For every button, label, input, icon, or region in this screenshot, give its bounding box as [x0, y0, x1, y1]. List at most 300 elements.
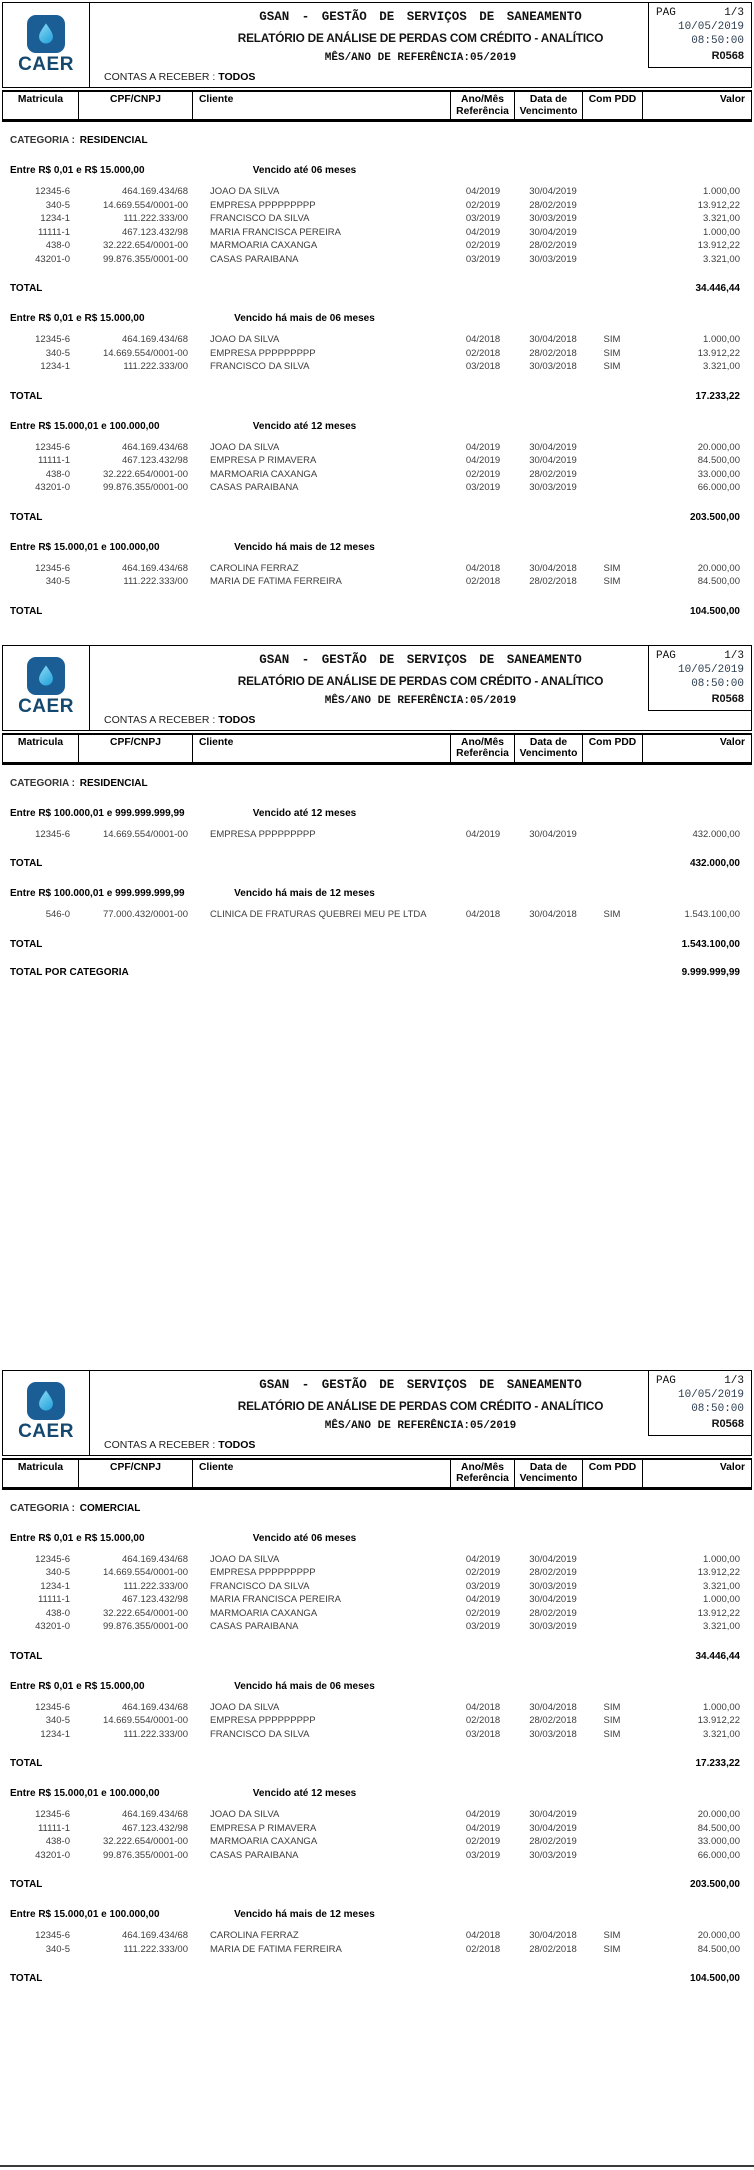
group-total-label: TOTAL: [10, 858, 43, 869]
column-header-ano-mes-referencia: Ano/Mês Referência: [451, 1460, 515, 1487]
cell-cpf-cnpj: 99.876.355/0001-00: [102, 482, 188, 493]
cell-cpf-cnpj: 32.222.654/0001-00: [102, 468, 188, 480]
table-row: [2, 1822, 752, 1836]
caer-logo-text: CAER: [18, 53, 74, 75]
contas-value: TODOS: [218, 1438, 256, 1451]
contas-a-receber-line: [104, 1439, 255, 1451]
cell-valor: 3.321,00: [703, 253, 740, 265]
cell-com-pdd: [590, 454, 634, 468]
cell-matricula: 43201-0: [35, 1849, 70, 1861]
table-row: [2, 441, 752, 455]
table-row: [2, 212, 752, 226]
column-header-cliente: Cliente: [193, 1460, 451, 1487]
cell-valor: 13.912,22: [697, 240, 740, 251]
contas-label: CONTAS A RECEBER :: [104, 713, 216, 726]
cell-matricula: 12345-6: [35, 562, 70, 574]
group-total-label: TOTAL: [10, 1973, 43, 1984]
cell-cliente: EMPRESA PPPPPPPPP: [210, 199, 316, 211]
cell-matricula: 12345-6: [35, 828, 70, 840]
column-header-ano-mes-referencia: Ano/Mês Referência: [451, 735, 515, 762]
cell-data-vencimento: 30/04/2019: [529, 828, 577, 840]
value-range-group: [2, 1788, 752, 1890]
cell-valor: 3.321,00: [703, 361, 740, 372]
cell-com-pdd: [590, 1808, 634, 1822]
group-total-label: TOTAL: [10, 511, 43, 523]
category-total-value: 9.999.999,99: [681, 966, 740, 978]
aging-label: Vencido até 06 meses: [252, 1532, 357, 1544]
cell-cliente: JOAO DA SILVA: [210, 1809, 280, 1820]
cell-cpf-cnpj: 464.169.434/68: [121, 334, 188, 345]
contas-a-receber-line: [104, 714, 255, 726]
cell-com-pdd: [590, 1822, 634, 1836]
group-rows: [2, 562, 752, 589]
value-range-label: Entre R$ 15.000,01 e 100.000,00: [10, 541, 160, 553]
cell-com-pdd: SIM: [603, 562, 621, 574]
cell-valor: 13.912,22: [697, 1715, 740, 1726]
cell-cliente: EMPRESA PPPPPPPPP: [210, 1567, 316, 1578]
page-number-line: [656, 650, 744, 662]
value-range-label: Entre R$ 0,01 e R$ 15.000,00: [10, 1532, 145, 1544]
cell-valor: 13.912,22: [697, 347, 740, 359]
value-range-group: [2, 1533, 752, 1662]
group-total-label: TOTAL: [10, 938, 43, 950]
cell-matricula: 438-0: [45, 240, 70, 251]
groups-container: [2, 1533, 752, 1985]
value-range-label: Entre R$ 100.000,01 e 999.999.999,99: [10, 888, 185, 899]
group-rows: [2, 1808, 752, 1862]
cell-cliente: FRANCISCO DA SILVA: [210, 361, 310, 372]
cell-ano-mes-referencia: 04/2019: [465, 1809, 501, 1820]
group-total-line: [2, 1758, 752, 1769]
cell-com-pdd: [590, 185, 634, 199]
cell-valor: 33.000,00: [697, 468, 740, 480]
value-range-label: Entre R$ 15.000,01 e 100.000,00: [10, 420, 160, 432]
group-total-line: [2, 283, 752, 294]
page-header: [2, 1370, 752, 1456]
cell-cpf-cnpj: 14.669.554/0001-00: [102, 1715, 188, 1726]
cell-cpf-cnpj: 14.669.554/0001-00: [102, 347, 188, 359]
cell-cpf-cnpj: 464.169.434/68: [121, 1553, 188, 1565]
value-range-label: Entre R$ 0,01 e R$ 15.000,00: [10, 313, 145, 324]
cell-ano-mes-referencia: 04/2018: [465, 909, 501, 920]
cell-cpf-cnpj: 467.123.432/98: [121, 1822, 188, 1834]
cell-ano-mes-referencia: 03/2019: [465, 213, 501, 224]
page-header: [2, 2, 752, 88]
cell-cliente: EMPRESA P RIMAVERA: [210, 455, 317, 466]
cell-data-vencimento: 30/03/2019: [529, 1621, 577, 1632]
cell-data-vencimento: 30/03/2019: [529, 253, 577, 265]
cell-data-vencimento: 28/02/2019: [529, 1836, 577, 1847]
cell-com-pdd: [590, 441, 634, 455]
category-value: RESIDENCIAL: [79, 135, 148, 146]
cell-data-vencimento: 28/02/2019: [529, 199, 577, 211]
group-header: [2, 542, 752, 555]
pag-value: 1/3: [724, 649, 744, 662]
aging-label: Vencido até 06 meses: [252, 165, 357, 176]
cell-valor: 3.321,00: [703, 213, 740, 224]
value-range-label: Entre R$ 100.000,01 e 999.999.999,99: [10, 807, 185, 819]
cell-cpf-cnpj: 464.169.434/68: [121, 186, 188, 197]
caer-logo: [3, 3, 90, 87]
cell-com-pdd: SIM: [603, 1930, 621, 1941]
cell-com-pdd: [590, 1580, 634, 1594]
contas-label: CONTAS A RECEBER :: [104, 71, 216, 83]
cell-matricula: 11111-1: [37, 1822, 70, 1834]
cell-cpf-cnpj: 464.169.434/68: [121, 562, 188, 574]
cell-matricula: 438-0: [45, 1607, 70, 1619]
cell-data-vencimento: 30/03/2019: [529, 213, 577, 224]
table-row: [2, 1566, 752, 1580]
table-row: [2, 347, 752, 361]
cell-matricula: 11111-1: [37, 455, 70, 466]
group-total-line: [2, 939, 752, 950]
cell-valor: 20.000,00: [697, 1809, 740, 1820]
cell-valor: 432.000,00: [692, 828, 740, 840]
category-line: [10, 1503, 752, 1514]
cell-matricula: 43201-0: [35, 253, 70, 265]
cell-cpf-cnpj: 32.222.654/0001-00: [102, 1607, 188, 1619]
value-range-group: [2, 1909, 752, 1984]
column-header-ano-mes-referencia: Ano/Mês Referência: [451, 92, 515, 119]
cell-data-vencimento: 30/04/2018: [529, 1930, 577, 1941]
cell-ano-mes-referencia: 02/2018: [465, 1715, 501, 1726]
cell-matricula: 12345-6: [35, 441, 70, 453]
group-total-value: 432.000,00: [689, 858, 740, 869]
cell-ano-mes-referencia: 04/2019: [465, 1822, 501, 1834]
group-total-label: TOTAL: [10, 390, 43, 402]
cell-com-pdd: SIM: [603, 334, 621, 345]
page-info-box: [648, 645, 752, 711]
cell-cliente: MARMOARIA CAXANGA: [210, 1607, 318, 1619]
cell-matricula: 1234-1: [40, 213, 70, 224]
cell-cpf-cnpj: 111.222.333/00: [123, 1943, 188, 1955]
table-header-row: [2, 1458, 752, 1490]
value-range-label: Entre R$ 15.000,01 e 100.000,00: [10, 1909, 160, 1920]
cell-cpf-cnpj: 467.123.432/98: [121, 455, 188, 466]
cell-valor: 1.000,00: [703, 334, 740, 345]
value-range-label: Entre R$ 15.000,01 e 100.000,00: [10, 1788, 160, 1799]
table-row: [2, 1808, 752, 1822]
cell-com-pdd: [590, 1566, 634, 1580]
cell-ano-mes-referencia: 04/2019: [465, 226, 501, 238]
cell-ano-mes-referencia: 04/2019: [465, 186, 501, 197]
caer-logo-badge: [27, 1382, 65, 1420]
cell-cliente: EMPRESA PPPPPPPPP: [210, 828, 316, 840]
group-header: [2, 1909, 752, 1922]
cell-ano-mes-referencia: 03/2019: [465, 1621, 501, 1632]
cell-data-vencimento: 28/02/2019: [529, 1567, 577, 1578]
cell-valor: 20.000,00: [697, 441, 740, 453]
cell-matricula: 340-5: [45, 199, 70, 211]
cell-com-pdd: SIM: [603, 909, 621, 920]
cell-data-vencimento: 28/02/2018: [529, 1715, 577, 1726]
cell-ano-mes-referencia: 04/2018: [465, 1930, 501, 1941]
cell-com-pdd: SIM: [603, 1728, 621, 1740]
cell-cpf-cnpj: 32.222.654/0001-00: [102, 240, 188, 251]
cell-matricula: 12345-6: [35, 1809, 70, 1820]
report-reference: MÊS/ANO DE REFERÊNCIA:05/2019: [324, 52, 517, 64]
aging-label: Vencido há mais de 06 meses: [234, 313, 375, 324]
cell-com-pdd: SIM: [603, 361, 621, 372]
cell-valor: 84.500,00: [697, 576, 740, 587]
table-row: [2, 468, 752, 482]
groups-container: [2, 165, 752, 617]
cell-valor: 20.000,00: [697, 562, 740, 574]
value-range-group: [2, 165, 752, 294]
cell-data-vencimento: 30/04/2019: [529, 1553, 577, 1565]
cell-matricula: 12345-6: [35, 334, 70, 345]
table-header-row: [2, 90, 752, 122]
cell-matricula: 340-5: [45, 347, 70, 359]
table-row: [2, 481, 752, 495]
cell-ano-mes-referencia: 02/2019: [465, 1567, 501, 1578]
group-total-line: [2, 858, 752, 869]
report-subtitle: RELATÓRIO DE ANÁLISE DE PERDAS COM CRÉDITO - ANALÍTICO: [237, 31, 604, 45]
cell-ano-mes-referencia: 02/2019: [465, 240, 501, 251]
cell-data-vencimento: 30/03/2019: [529, 1580, 577, 1592]
cell-valor: 1.000,00: [703, 1594, 740, 1605]
cell-valor: 1.000,00: [703, 1701, 740, 1713]
table-row: [2, 1580, 752, 1594]
cell-data-vencimento: 30/04/2019: [529, 186, 577, 197]
cell-valor: 1.000,00: [703, 186, 740, 197]
aging-label: Vencido até 12 meses: [252, 1788, 357, 1799]
group-header: [2, 313, 752, 326]
cell-data-vencimento: 30/04/2018: [529, 909, 577, 920]
cell-com-pdd: [590, 1849, 634, 1863]
cell-cliente: CAROLINA FERRAZ: [210, 562, 299, 574]
group-total-line: [2, 512, 752, 523]
cell-valor: 20.000,00: [697, 1930, 740, 1941]
group-total-line: [2, 1879, 752, 1890]
table-row: [2, 199, 752, 213]
cell-cpf-cnpj: 14.669.554/0001-00: [102, 1567, 188, 1578]
value-range-group: [2, 313, 752, 402]
cell-valor: 3.321,00: [703, 1728, 740, 1740]
caer-logo-badge: [27, 15, 65, 53]
cell-cliente: JOAO DA SILVA: [210, 334, 280, 345]
cell-com-pdd: [590, 239, 634, 253]
cell-ano-mes-referencia: 04/2019: [465, 1594, 501, 1605]
cell-com-pdd: [590, 1835, 634, 1849]
cell-matricula: 340-5: [45, 576, 70, 587]
cell-ano-mes-referencia: 03/2019: [465, 1849, 501, 1861]
cell-cliente: JOAO DA SILVA: [210, 1553, 280, 1565]
group-total-value: 17.233,22: [695, 1758, 740, 1769]
cell-valor: 13.912,22: [697, 1567, 740, 1578]
group-header: [2, 888, 752, 901]
cell-cpf-cnpj: 77.000.432/0001-00: [102, 909, 188, 920]
group-rows: [2, 333, 752, 374]
cell-matricula: 438-0: [45, 1836, 70, 1847]
category-total-line: [2, 967, 752, 978]
table-row: [2, 185, 752, 199]
cell-data-vencimento: 30/04/2018: [529, 562, 577, 574]
group-total-value: 34.446,44: [695, 283, 740, 294]
value-range-group: [2, 1681, 752, 1770]
cell-matricula: 1234-1: [40, 1728, 70, 1740]
pag-label: PAG: [656, 1374, 676, 1387]
table-row: [2, 1849, 752, 1863]
value-range-group: [2, 808, 752, 870]
page-number-line: [656, 1375, 744, 1387]
cell-valor: 13.912,22: [697, 1607, 740, 1619]
groups-container: [2, 808, 752, 950]
report-title: GSAN - GESTÃO DE SERVIÇOS DE SANEAMENTO: [259, 10, 582, 24]
table-row: [2, 333, 752, 347]
cell-valor: 3.321,00: [703, 1580, 740, 1592]
group-rows: [2, 908, 752, 922]
table-header-row: [2, 733, 752, 765]
next-page-edge: [0, 2165, 754, 2167]
aging-label: Vencido até 12 meses: [252, 807, 357, 819]
report-title: GSAN - GESTÃO DE SERVIÇOS DE SANEAMENTO: [259, 1377, 582, 1392]
cell-ano-mes-referencia: 04/2018: [465, 334, 501, 345]
group-total-line: [2, 1973, 752, 1984]
cell-cliente: CLINICA DE FRATURAS QUEBREI MEU PE LTDA: [210, 909, 427, 920]
cell-cliente: JOAO DA SILVA: [210, 1701, 280, 1713]
aging-label: Vencido há mais de 06 meses: [234, 1680, 375, 1692]
cell-cliente: MARMOARIA CAXANGA: [210, 468, 318, 480]
cell-ano-mes-referencia: 04/2019: [465, 455, 501, 466]
cell-com-pdd: [590, 468, 634, 482]
cell-ano-mes-referencia: 02/2019: [465, 1607, 501, 1619]
column-header-valor: Valor: [719, 94, 745, 105]
cell-cliente: JOAO DA SILVA: [210, 441, 280, 453]
cell-valor: 66.000,00: [697, 482, 740, 493]
cell-valor: 3.321,00: [703, 1621, 740, 1632]
cell-ano-mes-referencia: 04/2018: [465, 1701, 501, 1713]
cell-cpf-cnpj: 111.222.333/00: [123, 576, 188, 587]
report-time: 08:50:00: [691, 1402, 744, 1415]
cell-com-pdd: [590, 481, 634, 495]
column-header-cpf-cnpj: CPF/CNPJ: [79, 1460, 193, 1487]
cell-data-vencimento: 30/03/2018: [529, 1728, 577, 1740]
cell-matricula: 12345-6: [35, 1701, 70, 1713]
cell-ano-mes-referencia: 03/2019: [465, 253, 501, 265]
group-total-value: 104.500,00: [689, 605, 740, 617]
cell-ano-mes-referencia: 04/2019: [465, 828, 501, 840]
cell-ano-mes-referencia: 04/2019: [465, 441, 501, 453]
cell-com-pdd: [590, 199, 634, 213]
water-drop-icon: [33, 21, 59, 47]
report-subtitle: RELATÓRIO DE ANÁLISE DE PERDAS COM CRÉDITO - ANALÍTICO: [237, 1398, 604, 1413]
cell-data-vencimento: 30/04/2019: [529, 1594, 577, 1605]
group-total-line: [2, 606, 752, 617]
cell-cpf-cnpj: 111.222.333/00: [123, 1580, 188, 1592]
group-header: [2, 165, 752, 178]
cell-cliente: FRANCISCO DA SILVA: [210, 1580, 310, 1592]
cell-valor: 84.500,00: [697, 1943, 740, 1955]
group-rows: [2, 185, 752, 266]
pag-value: 1/3: [724, 1374, 744, 1387]
cell-com-pdd: [590, 1593, 634, 1607]
group-total-label: TOTAL: [10, 283, 43, 294]
report-date: 10/05/2019: [677, 1388, 744, 1401]
cell-matricula: 43201-0: [35, 482, 70, 493]
column-header-cpf-cnpj: CPF/CNPJ: [79, 92, 193, 119]
report-page: [2, 645, 752, 978]
column-header-data-de-vencimento: Data de Vencimento: [515, 1460, 583, 1487]
cell-cpf-cnpj: 464.169.434/68: [121, 1701, 188, 1713]
table-row: [2, 360, 752, 374]
cell-cpf-cnpj: 111.222.333/00: [123, 213, 188, 224]
category-line: [10, 135, 752, 146]
cell-data-vencimento: 30/03/2019: [529, 1849, 577, 1861]
cell-matricula: 43201-0: [35, 1621, 70, 1632]
cell-ano-mes-referencia: 02/2019: [465, 468, 501, 480]
value-range-group: [2, 888, 752, 950]
group-total-label: TOTAL: [10, 1758, 43, 1769]
cell-data-vencimento: 30/04/2019: [529, 1809, 577, 1820]
cell-cliente: MARIA FRANCISCA PEREIRA: [210, 1594, 341, 1605]
group-header: [2, 1681, 752, 1694]
cell-ano-mes-referencia: 04/2019: [465, 1553, 501, 1565]
cell-data-vencimento: 30/04/2019: [529, 1822, 577, 1834]
cell-data-vencimento: 28/02/2018: [529, 576, 577, 587]
table-row: [2, 1943, 752, 1957]
category-label: CATEGORIA :: [10, 777, 75, 789]
cell-data-vencimento: 30/04/2019: [529, 455, 577, 466]
group-total-label: TOTAL: [10, 1650, 43, 1662]
value-range-group: [2, 421, 752, 523]
column-header-matricula: Matricula: [3, 735, 79, 762]
cell-ano-mes-referencia: 03/2019: [465, 482, 501, 493]
cell-cliente: MARMOARIA CAXANGA: [210, 240, 318, 251]
caer-logo: [3, 646, 90, 730]
contas-a-receber-line: [104, 71, 255, 83]
cell-matricula: 1234-1: [40, 361, 70, 372]
category-value: COMERCIAL: [79, 1502, 141, 1514]
cell-valor: 1.000,00: [703, 1553, 740, 1565]
cell-cliente: CASAS PARAIBANA: [210, 482, 299, 493]
cell-cliente: CASAS PARAIBANA: [210, 253, 299, 265]
column-header-matricula: Matricula: [3, 92, 79, 119]
column-header-com-pdd: Com PDD: [583, 735, 643, 762]
cell-valor: 66.000,00: [697, 1849, 740, 1861]
cell-matricula: 11111-1: [37, 1594, 70, 1605]
pag-label: PAG: [656, 649, 676, 662]
report-date: 10/05/2019: [677, 663, 744, 676]
cell-cliente: CASAS PARAIBANA: [210, 1849, 299, 1861]
cell-cpf-cnpj: 14.669.554/0001-00: [102, 828, 188, 840]
value-range-group: [2, 542, 752, 617]
value-range-label: Entre R$ 0,01 e R$ 15.000,00: [10, 1680, 145, 1692]
cell-matricula: 438-0: [45, 468, 70, 480]
cell-valor: 1.543.100,00: [684, 909, 740, 920]
cell-cpf-cnpj: 99.876.355/0001-00: [102, 253, 188, 265]
category-line: [10, 778, 752, 789]
group-total-value: 1.543.100,00: [681, 938, 740, 950]
report-subtitle: RELATÓRIO DE ANÁLISE DE PERDAS COM CRÉDITO - ANALÍTICO: [237, 673, 604, 688]
cell-cliente: CAROLINA FERRAZ: [210, 1930, 299, 1941]
cell-com-pdd: SIM: [603, 576, 621, 587]
cell-com-pdd: [590, 212, 634, 226]
cell-cliente: MARIA DE FATIMA FERREIRA: [210, 576, 342, 587]
cell-data-vencimento: 30/04/2018: [529, 334, 577, 345]
contas-label: CONTAS A RECEBER :: [104, 1438, 216, 1451]
table-row: [2, 1553, 752, 1567]
page-header: [2, 645, 752, 731]
cell-ano-mes-referencia: 02/2019: [465, 1836, 501, 1847]
column-header-valor: Valor: [719, 1461, 745, 1473]
cell-com-pdd: [590, 226, 634, 240]
cell-com-pdd: SIM: [603, 1715, 621, 1726]
cell-matricula: 11111-1: [37, 226, 70, 238]
cell-com-pdd: [590, 1607, 634, 1621]
contas-value: TODOS: [218, 713, 256, 726]
table-row: [2, 454, 752, 468]
